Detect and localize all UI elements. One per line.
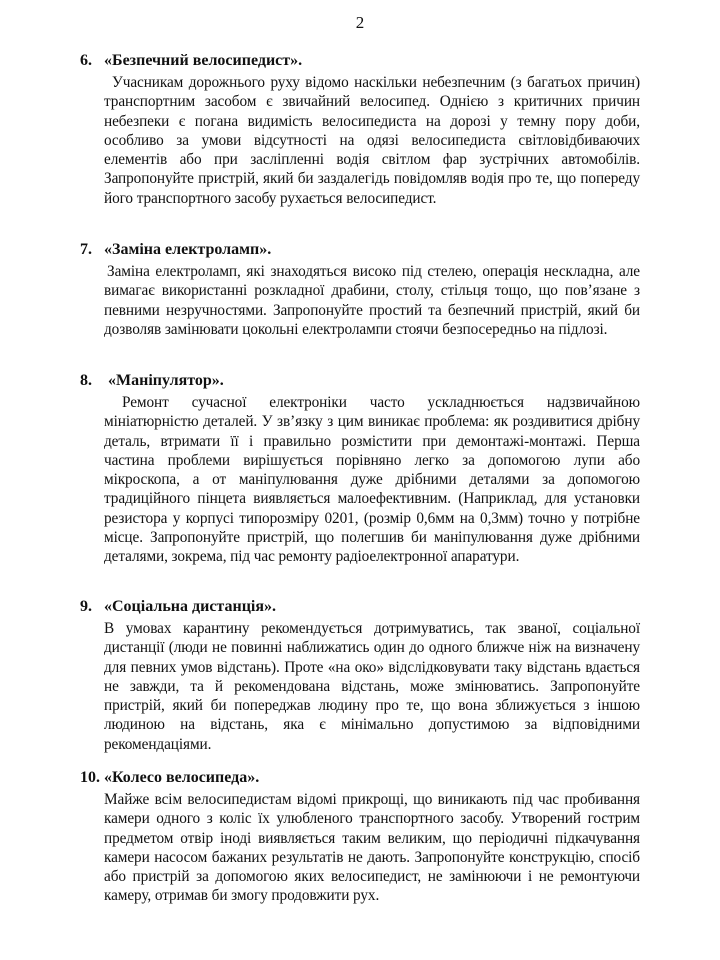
task-section xyxy=(80,51,640,208)
page-number: 2 xyxy=(355,13,365,32)
task-heading xyxy=(80,371,640,391)
task-section xyxy=(80,371,640,567)
task-section xyxy=(80,597,640,754)
task-description: Учасникам дорожнього руху відомо наскільки небезпечним (з багатьох причин) транспортним засобом є звичайний велосипед. Однією з критичних причин небезпеки є погана видимість велосипедиста на дорозі у темну пору доби, особливо за умови відсутності на одязі велосипедиста світловідбиваючих елементів або при засліпленні водія світлом фар зустрічних автомобілів. Запропонуйте пристрій, який би заздалегідь повідомляв водія про те, що попереду його транспортного засобу рухається велосипедист. xyxy=(104,74,640,207)
task-title: «Маніпулятор». xyxy=(108,372,224,389)
task-description: Заміна електроламп, які знаходяться високо під стелею, операція нескладна, але вимагає використанні розкладної драбини, столу, стільця тощо, що пов’язане з певними незручностями. Запропонуйте простий та безпечний пристрій, який би дозволяв замінювати цокольні електролампи стоячи безпосередньо на підлозі. xyxy=(104,263,640,338)
task-section xyxy=(80,240,640,339)
task-number: 10. xyxy=(80,769,100,786)
task-number: 7. xyxy=(80,241,92,258)
task-title: «Безпечний велосипедист». xyxy=(104,52,303,69)
task-number: 8. xyxy=(80,372,92,389)
task-title: «Заміна електроламп». xyxy=(104,241,272,258)
task-heading xyxy=(80,240,640,260)
task-description: Майже всім велосипедистам відомі прикрощі, що виникають під час пробивання камери одного з коліс їх улюбленого транспортного засобу. Утворений гострим предметом отвір іноді виявляється таким великим, що періодичні підкачування камери насосом бажаних результатів не дають. Запропонуйте конструкцію, спосіб або пристрій за допомогою яких велосипедист, не замінюючи і не ремонтуючи камеру, отримав би змогу продовжити рух. xyxy=(104,791,640,905)
task-heading xyxy=(80,768,640,788)
task-heading xyxy=(80,51,640,71)
task-number: 6. xyxy=(80,52,92,69)
task-description: Ремонт сучасної електроніки часто ускладнюється надзвичайною мініатюрністю деталей. У зв’язку з цим виникає проблема: як роздивитися дрібну деталь, втримати її і правильно розмістити при демонтажі-монтажі. Перша частина проблеми вирішується порівняно легко за допомогою лупи або мікроскопа, а от маніпулювання дуже дрібними деталями за допомогою традиційного пінцета виявляється малоефективним. (Наприклад, для установки резистора у корпусі типорозміру 0201, (розмір 0,6мм на 0,3мм) точно у потрібне місце. Запропонуйте пристрій, що полегшив би маніпулювання дуже дрібними деталями, зокрема, під час ремонту радіоелектронної апаратури. xyxy=(104,394,640,566)
task-description: В умовах карантину рекомендується дотримуватись, так званої, соціальної дистанції (люди не повинні наближатись один до одного ближче ніж на визначену для певних умов відстань). Проте «на око» відслідковувати таку відстань вдається не завжди, та й рекомендована відстань, може змінюватись. Запропонуйте пристрій, який би попереджав людину про те, що вона зближується з іншою людиною на відстань, яка є мінімально допустимою за відповідними рекомендаціями. xyxy=(104,620,640,753)
task-section xyxy=(80,768,640,906)
task-title: «Соціальна дистанція». xyxy=(104,598,277,615)
task-heading xyxy=(80,597,640,617)
task-number: 9. xyxy=(80,598,92,615)
task-title: «Колесо велосипеда». xyxy=(104,769,260,786)
